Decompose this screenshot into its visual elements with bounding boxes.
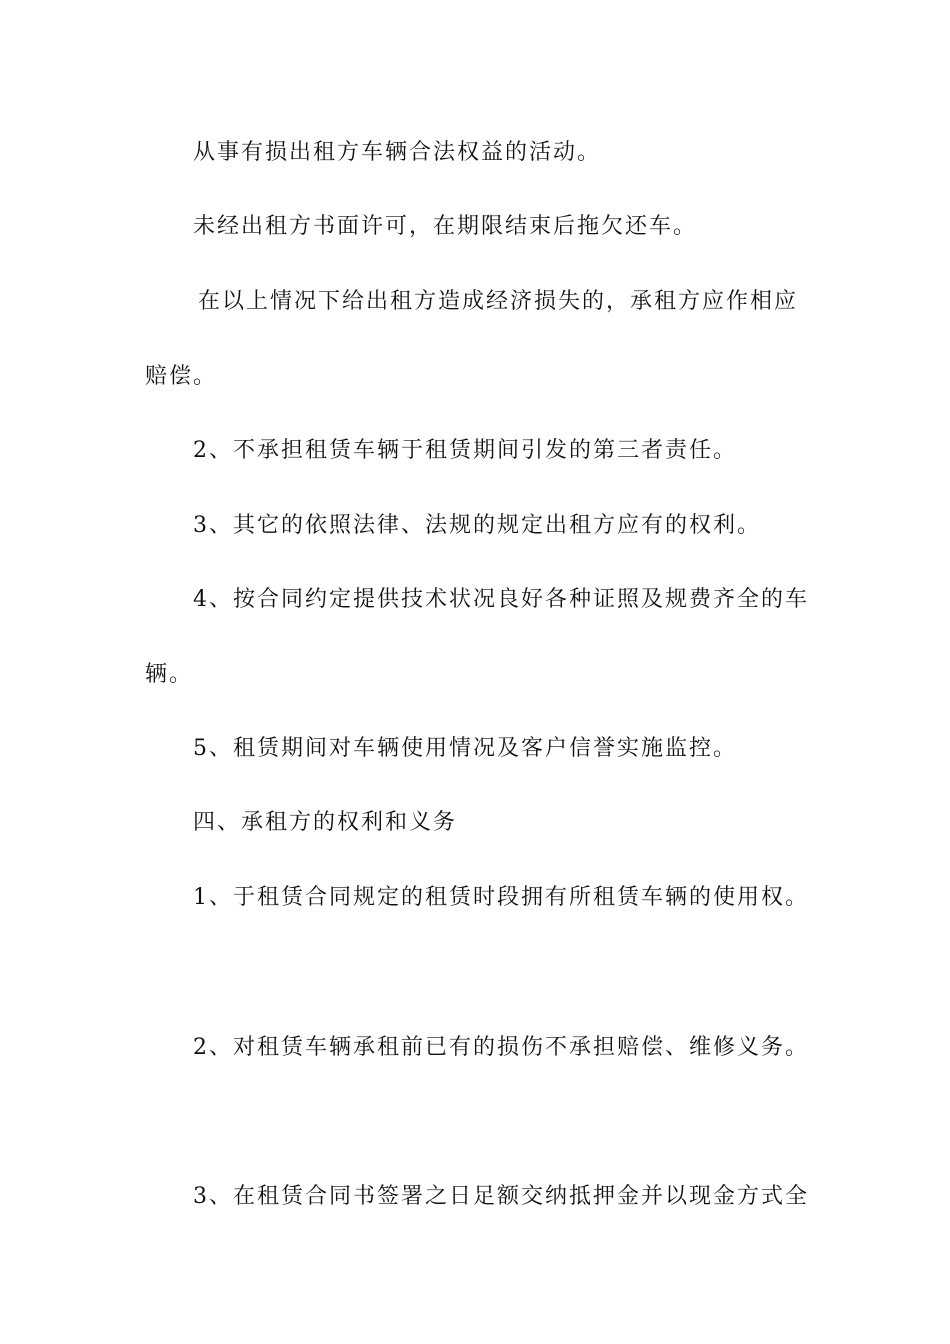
- paragraph-line: 在以上情况下给出租方造成经济损失的，承租方应作相应: [198, 289, 799, 314]
- paragraph-line: 2、不承担租赁车辆于租赁期间引发的第三者责任。: [193, 438, 737, 463]
- paragraph-line: 辆。: [145, 662, 194, 687]
- paragraph-line: 2、对租赁车辆承租前已有的损伤不承担赔偿、维修义务。: [193, 1035, 809, 1060]
- paragraph-line: 从事有损出租方车辆合法权益的活动。: [193, 140, 602, 165]
- paragraph-line: 4、按合同约定提供技术状况良好各种证照及规费齐全的车: [193, 587, 809, 612]
- paragraph-line: 5、租赁期间对车辆使用情况及客户信誉实施监控。: [193, 736, 737, 761]
- paragraph-line: 3、在租赁合同书签署之日足额交纳抵押金并以现金方式全: [193, 1184, 809, 1209]
- paragraph-line: 3、其它的依照法律、法规的规定出租方应有的权利。: [193, 513, 761, 538]
- paragraph-line: 赔偿。: [145, 364, 218, 389]
- paragraph-line: 未经出租方书面许可，在期限结束后拖欠还车。: [193, 214, 698, 239]
- paragraph-line: 1、于租赁合同规定的租赁时段拥有所租赁车辆的使用权。: [193, 885, 809, 910]
- section-heading: 四、承租方的权利和义务: [193, 810, 458, 835]
